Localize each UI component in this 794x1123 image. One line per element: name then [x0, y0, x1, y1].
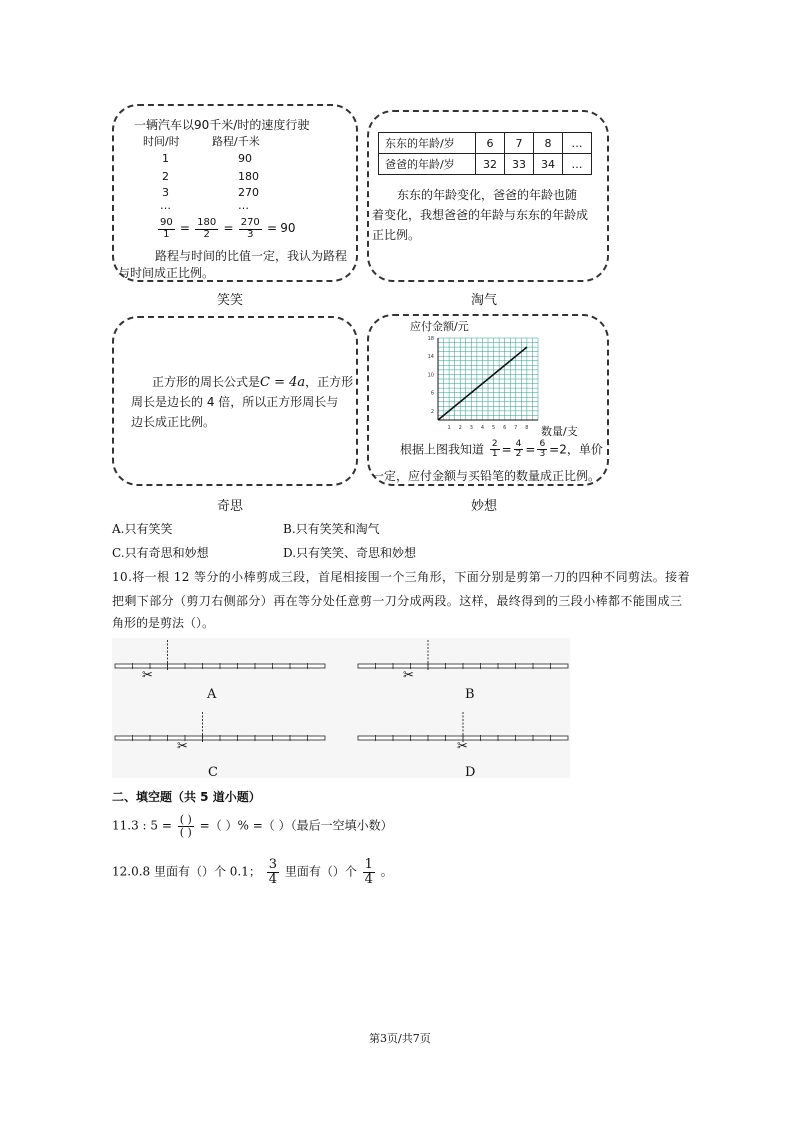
miaoxiang-frac-1: $\frac{2}{1}$ — [491, 439, 498, 460]
y-tick-label: 10 — [427, 372, 434, 379]
age-cell: 32 — [476, 154, 505, 175]
option-9-c: C.只有奇思和妙想 — [112, 546, 209, 560]
age-cell: 33 — [505, 154, 534, 175]
xiaoxiao-r1c1: 1 — [162, 152, 169, 165]
name-xiaoxiao: 笑笑 — [217, 293, 244, 308]
xiaoxiao-r2c2: 180 — [238, 170, 259, 183]
name-qisi: 奇思 — [217, 499, 244, 514]
age-cell: 东东的年龄/岁 — [379, 133, 476, 154]
x-tick-label: 2 — [458, 425, 462, 431]
chart-ylabel: 应付金额/元 — [410, 320, 469, 333]
miaoxiang-text-1: 根据上图我知道 $\frac{2}{1}$ = $\frac{4}{2}$ = $\frac{6}{3}$ =2，单价 — [400, 439, 603, 460]
xiaoxiao-r3c1: 3 — [162, 186, 169, 199]
scissors-d-icon: ✂ — [457, 739, 468, 754]
option-9-d: D.只有笑笑、奇思和妙想 — [283, 546, 417, 560]
label-c: C — [208, 765, 218, 780]
name-miaoxiang: 妙想 — [471, 499, 498, 514]
page-footer: 第3页/共7页 — [369, 1032, 431, 1045]
label-d: D — [465, 765, 476, 780]
y-tick-label: 18 — [427, 336, 434, 342]
age-cell: 6 — [476, 133, 505, 154]
x-tick-label: 5 — [491, 425, 496, 431]
stick-b — [356, 640, 572, 680]
qisi-text-1a: 正方形的周长公式是 — [152, 375, 261, 389]
age-cell: … — [563, 154, 592, 175]
label-b: B — [465, 687, 475, 702]
xiaoxiao-r2c1: 2 — [162, 170, 169, 183]
qisi-text-2: 周长是边长的 4 倍，所以正方形周长与 — [131, 395, 339, 409]
miaoxiang-text-1b: ，单价 — [566, 442, 603, 457]
qisi-text-1b: ，正方形 — [305, 375, 354, 389]
section-2-heading: 二、填空题（共 5 道小题） — [112, 790, 261, 804]
scissors-b-icon: ✂ — [403, 668, 414, 683]
xiaoxiao-col1: 时间/时 — [143, 135, 180, 148]
qisi-text-3: 边长成正比例。 — [131, 415, 216, 429]
age-row-dad — [379, 154, 592, 175]
option-9-a: A.只有笑笑 — [112, 522, 173, 536]
q12: 12.0.8 里面有（）个 0.1； $\frac{3}{4}$ 里面有（）个 $\frac{1}{4}$ 。 — [112, 857, 393, 887]
taoqi-text-2: 着变化，我想爸爸的年龄与东东的年龄成 — [372, 208, 589, 222]
x-tick-label: 8 — [525, 425, 529, 431]
name-taoqi: 淘气 — [471, 293, 498, 308]
miaoxiang-text-1a: 根据上图我知道 — [400, 442, 485, 457]
y-tick-label: 6 — [430, 390, 434, 397]
scissors-a-icon: ✂ — [142, 668, 153, 683]
xiaoxiao-col2: 路程/千米 — [212, 135, 260, 148]
price-chart — [418, 330, 548, 436]
q10-line-2: 把剩下部分（剪刀右侧部分）再在等分处任意剪一刀分成两段。这样，最终得到的三段小棒都不能围成三 — [112, 594, 683, 608]
age-cell: 34 — [534, 154, 563, 175]
xiaoxiao-equation: $\frac{90}{1}$ = $\frac{180}{2}$ = $\frac{270}{3}$ = 90 — [160, 217, 296, 240]
x-tick-label: 7 — [514, 425, 518, 431]
miaoxiang-frac-3: $\frac{6}{3}$ — [539, 439, 546, 460]
y-tick-label: 14 — [427, 354, 434, 361]
age-cell: 8 — [534, 133, 563, 154]
q11: 11.3 : 5 = $\frac{( )}{( )}$ =（ ）% =（ ）（最后一空填小数） — [112, 813, 393, 839]
age-table — [378, 132, 592, 175]
x-tick-label: 1 — [447, 425, 451, 431]
stick-c — [113, 712, 329, 752]
x-tick-label: 4 — [480, 425, 485, 431]
xiaoxiao-conclusion-2: 与时间成正比例。 — [118, 266, 215, 280]
q10-line-1: 10.将一根 12 等分的小棒剪成三段，首尾相接围一个三角形，下面分别是剪第一刀的四种不同剪法。接着 — [112, 570, 690, 584]
miaoxiang-frac-2: $\frac{4}{2}$ — [515, 439, 522, 460]
scissors-c-icon: ✂ — [177, 739, 188, 754]
xiaoxiao-r4c2: … — [238, 199, 249, 212]
label-a: A — [207, 687, 217, 702]
qisi-text-1 — [152, 373, 353, 390]
taoqi-text-3: 正比例。 — [372, 228, 421, 242]
chart-xlabel: 数量/支 — [541, 425, 578, 438]
taoqi-text-1: 东东的年龄变化，爸爸的年龄也随 — [397, 188, 578, 202]
x-tick-label: 6 — [503, 425, 507, 431]
q10-line-3: 角形的是剪法（）。 — [112, 616, 215, 630]
option-9-b: B.只有笑笑和淘气 — [283, 522, 380, 536]
age-row-dongdong — [379, 133, 592, 154]
xiaoxiao-r3c2: 270 — [238, 186, 259, 199]
xiaoxiao-r4c1: … — [160, 199, 171, 212]
qisi-formula: C = 4a — [260, 375, 306, 390]
y-tick-label: 2 — [430, 408, 434, 415]
age-cell: … — [563, 133, 592, 154]
xiaoxiao-conclusion-1: 路程与时间的比值一定，我认为路程 — [155, 249, 348, 263]
xiaoxiao-r1c2: 90 — [238, 152, 252, 165]
age-cell: 7 — [505, 133, 534, 154]
age-cell: 爸爸的年龄/岁 — [379, 154, 476, 175]
xiaoxiao-intro: 一辆汽车以90千米/时的速度行驶 — [134, 118, 310, 132]
x-tick-label: 3 — [469, 425, 473, 431]
miaoxiang-text-2: 一定，应付金额与买铅笔的数量成正比例。 — [372, 469, 601, 483]
